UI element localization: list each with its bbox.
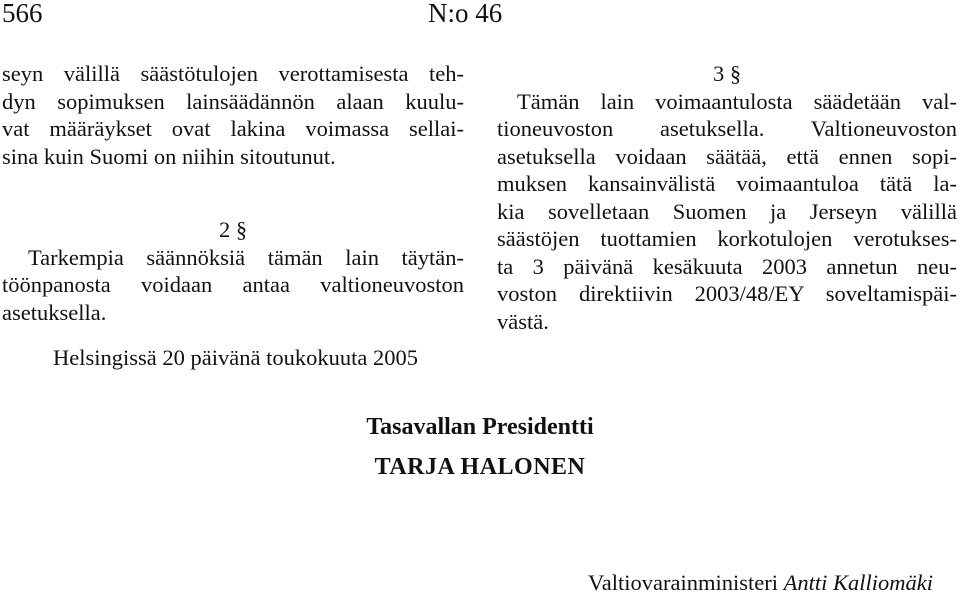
text-line: seyn välillä säästötulojen verottamisesta teh- <box>2 61 464 86</box>
text-line: tioneuvoston asetuksella. Valtioneuvoston <box>497 116 957 141</box>
text-line: muksen kansainvälistä voimaantuloa tätä la- <box>497 171 957 196</box>
signature-title: Tasavallan Presidentti <box>366 414 594 440</box>
minister-name: Antti Kalliomäki <box>783 570 933 595</box>
text-line: voston direktiivin 2003/48/EY soveltamispäi- <box>497 281 957 306</box>
text-line: vat määräykset ovat lakina voimassa sellai- <box>2 116 464 141</box>
countersignature <box>588 570 933 596</box>
section-2-heading: 2 § <box>218 217 248 242</box>
text-line: ta 3 päivänä kesäkuuta 2003 annetun neu- <box>497 253 957 279</box>
text-line: Tämän lain voimaantulosta säädetään val- <box>517 88 957 114</box>
signature-name: TARJA HALONEN <box>374 454 586 480</box>
text-line: sina kuin Suomi on niihin sitoutunut. <box>2 143 336 169</box>
text-line: töönpanosta voidaan antaa valtioneuvoston <box>2 272 464 297</box>
text-line: västä. <box>497 308 549 334</box>
text-line: dyn sopimuksen lainsäädännön alaan kuulu- <box>2 88 464 114</box>
place-date: Helsingissä 20 päivänä toukokuuta 2005 <box>53 345 418 370</box>
minister-role: Valtiovarainministeri <box>588 570 778 595</box>
issue-number: N:o 46 <box>428 0 503 28</box>
text-line: kia sovelletaan Suomen ja Jerseyn välillä <box>497 198 957 224</box>
section-3-heading: 3 § <box>712 61 742 86</box>
text-line: asetuksella voidaan säätää, että ennen sopi- <box>497 143 957 169</box>
page-number: 566 <box>2 0 43 28</box>
text-line: säästöjen tuottamien korkotulojen verotukses- <box>497 226 957 251</box>
text-line: asetuksella. <box>2 299 107 325</box>
text-line: Tarkempia säännöksiä tämän lain täytän- <box>28 244 464 270</box>
